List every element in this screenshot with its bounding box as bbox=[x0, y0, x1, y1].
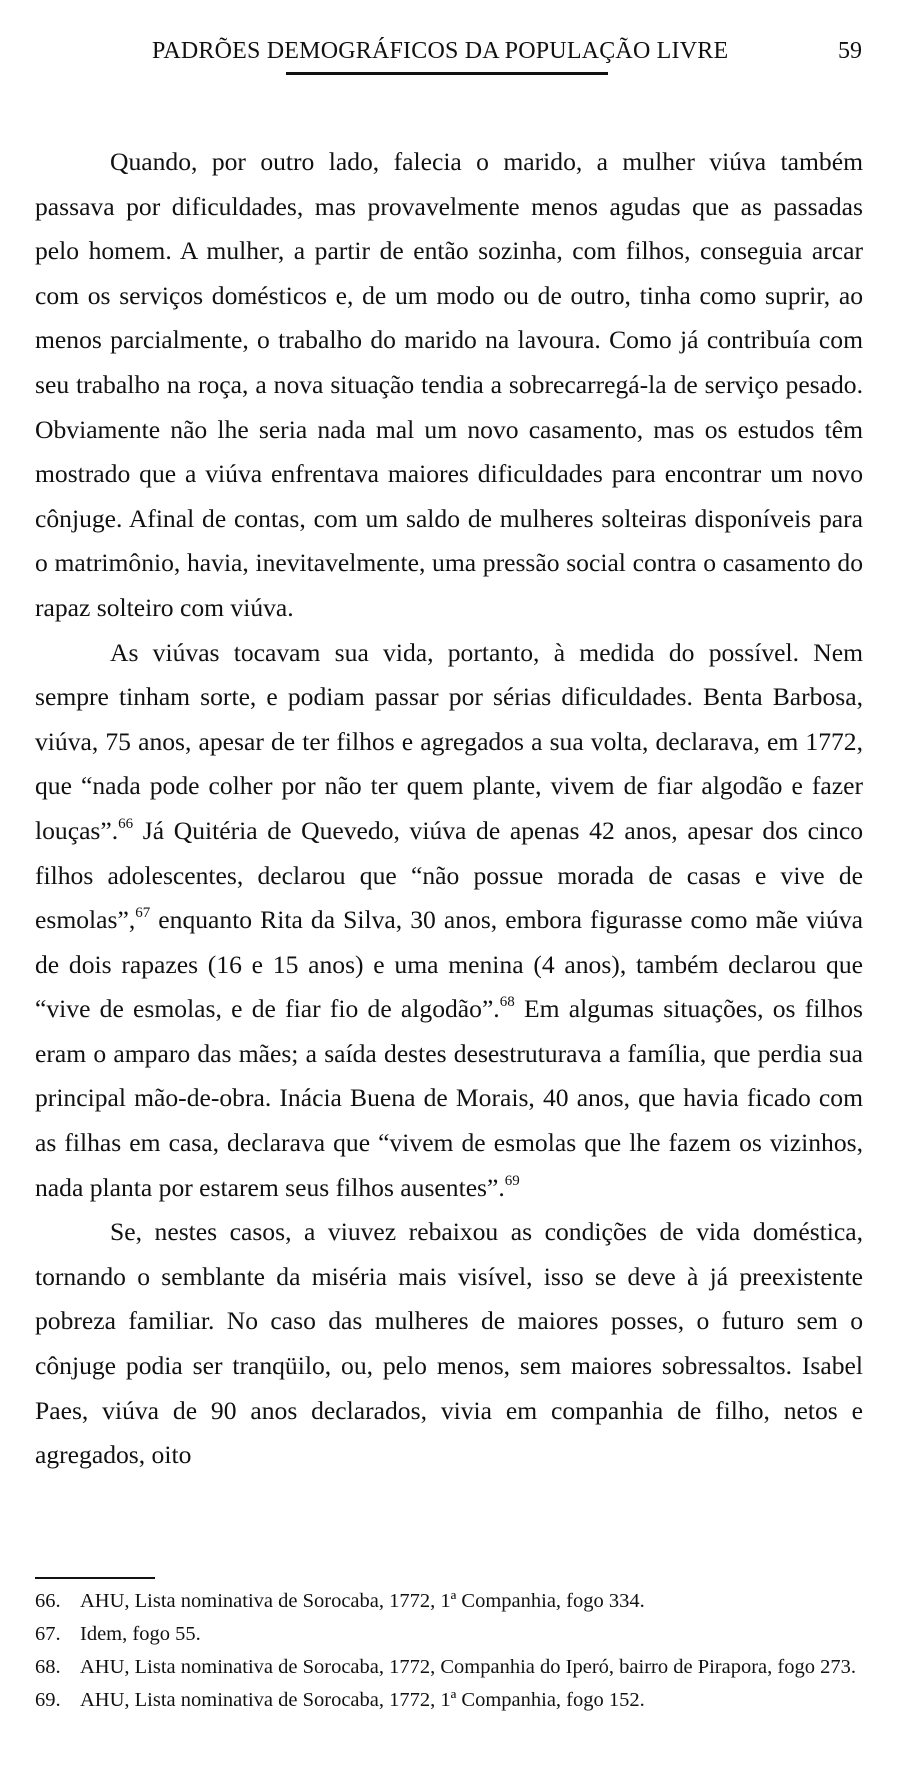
footnote bbox=[35, 1618, 867, 1651]
footnote-ref[interactable]: 66 bbox=[118, 815, 134, 832]
paragraph bbox=[35, 1210, 863, 1478]
paragraph-text: enquanto Rita da Silva, 30 anos, embora figurasse como mãe viúva de dois rapazes (16 e 15 anos) e uma menina (4 anos), também declarou que “vive de esmolas, e de fiar fio de algodão”. bbox=[35, 905, 863, 1024]
footnote-separator bbox=[35, 1577, 155, 1579]
paragraph bbox=[35, 140, 863, 631]
footnote-number: 66. bbox=[35, 1590, 61, 1612]
running-title: PADRÕES DEMOGRÁFICOS DA POPULAÇÃO LIVRE bbox=[152, 38, 729, 64]
footnote-number: 68. bbox=[35, 1656, 61, 1678]
footnote-ref[interactable]: 68 bbox=[499, 994, 515, 1011]
footnotes bbox=[35, 1585, 867, 1717]
paragraph-text: Quando, por outro lado, falecia o marido, a mulher viúva também passava por dificuldades, mas provavelmente menos agudas que as passadas pelo homem. A mulher, a partir de então sozinha, com filhos, conseguia arcar com os serviços domésticos e, de um modo ou de outro, tinha como suprir, ao menos parcialmente, o trabalho do marido na lavoura. Como já contribuía com seu trabalho na roça, a nova situação tendia a sobrecarregá-la de serviço pesado. Obviamente não lhe seria nada mal um novo casamento, mas os estudos têm mostrado que a viúva enfrentava maiores dificuldades para encontrar um novo cônjuge. Afinal de contas, com um saldo de mulheres solteiras disponíveis para o matrimônio, havia, inevitavelmente, uma pressão social contra o casamento do rapaz solteiro com viúva. bbox=[35, 147, 863, 622]
paragraph-text: Já Quitéria de Quevedo, viúva de apenas 42 anos, apesar dos cinco filhos adolescentes, declarou que “não possue morada de casas e vive de esmolas”, bbox=[35, 815, 863, 935]
footnote-text: Idem, fogo 55. bbox=[80, 1623, 201, 1645]
footnote-number: 67. bbox=[35, 1623, 61, 1645]
footnote bbox=[35, 1585, 867, 1618]
paragraph-text: Em algumas situações, os filhos eram o amparo das mães; a saída destes desestruturava a família, que perdia sua principal mão-de-obra. Inácia Buena de Morais, 40 anos, que havia ficado com as filhas em casa, declarava que “vivem de esmolas que lhe fazem os vizinhos, nada planta por estarem seus filhos ausentes”. bbox=[35, 994, 863, 1202]
page-header bbox=[0, 38, 904, 78]
footnote-ref[interactable]: 67 bbox=[135, 905, 151, 922]
paragraph bbox=[35, 631, 863, 1211]
page-number: 59 bbox=[838, 38, 862, 64]
paragraph-text: As viúvas tocavam sua vida, portanto, à medida do possível. Nem sempre tinham sorte, e podiam passar por sérias dificuldades. Benta Barbosa, viúva, 75 anos, apesar de ter filhos e agregados a sua volta, declarava, em 1772, que “nada pode colher por não ter quem plante, vivem de fiar algodão e fazer louças”. bbox=[35, 637, 863, 845]
header-underline bbox=[286, 72, 608, 75]
paragraph-text: Se, nestes casos, a viuvez rebaixou as condições de vida doméstica, tornando o semblante da miséria mais visível, isso se deve à já preexistente pobreza familiar. No caso das mulheres de maiores posses, o futuro sem o cônjuge podia ser tranqüilo, ou, pelo menos, sem maiores sobressaltos. Isabel Paes, viúva de 90 anos declarados, vivia em companhia de filho, netos e agregados, oito bbox=[35, 1217, 863, 1470]
footnote-number: 69. bbox=[35, 1689, 61, 1711]
footnote bbox=[35, 1684, 867, 1717]
footnote-text: AHU, Lista nominativa de Sorocaba, 1772, Companhia do Iperó, bairro de Pirapora, fogo 273. bbox=[80, 1656, 856, 1678]
footnote-text: AHU, Lista nominativa de Sorocaba, 1772, 1ª Companhia, fogo 334. bbox=[80, 1590, 645, 1612]
footnote-text: AHU, Lista nominativa de Sorocaba, 1772, 1ª Companhia, fogo 152. bbox=[80, 1689, 645, 1711]
footnote bbox=[35, 1651, 867, 1684]
body-text bbox=[35, 140, 863, 1478]
footnote-ref[interactable]: 69 bbox=[504, 1172, 520, 1189]
